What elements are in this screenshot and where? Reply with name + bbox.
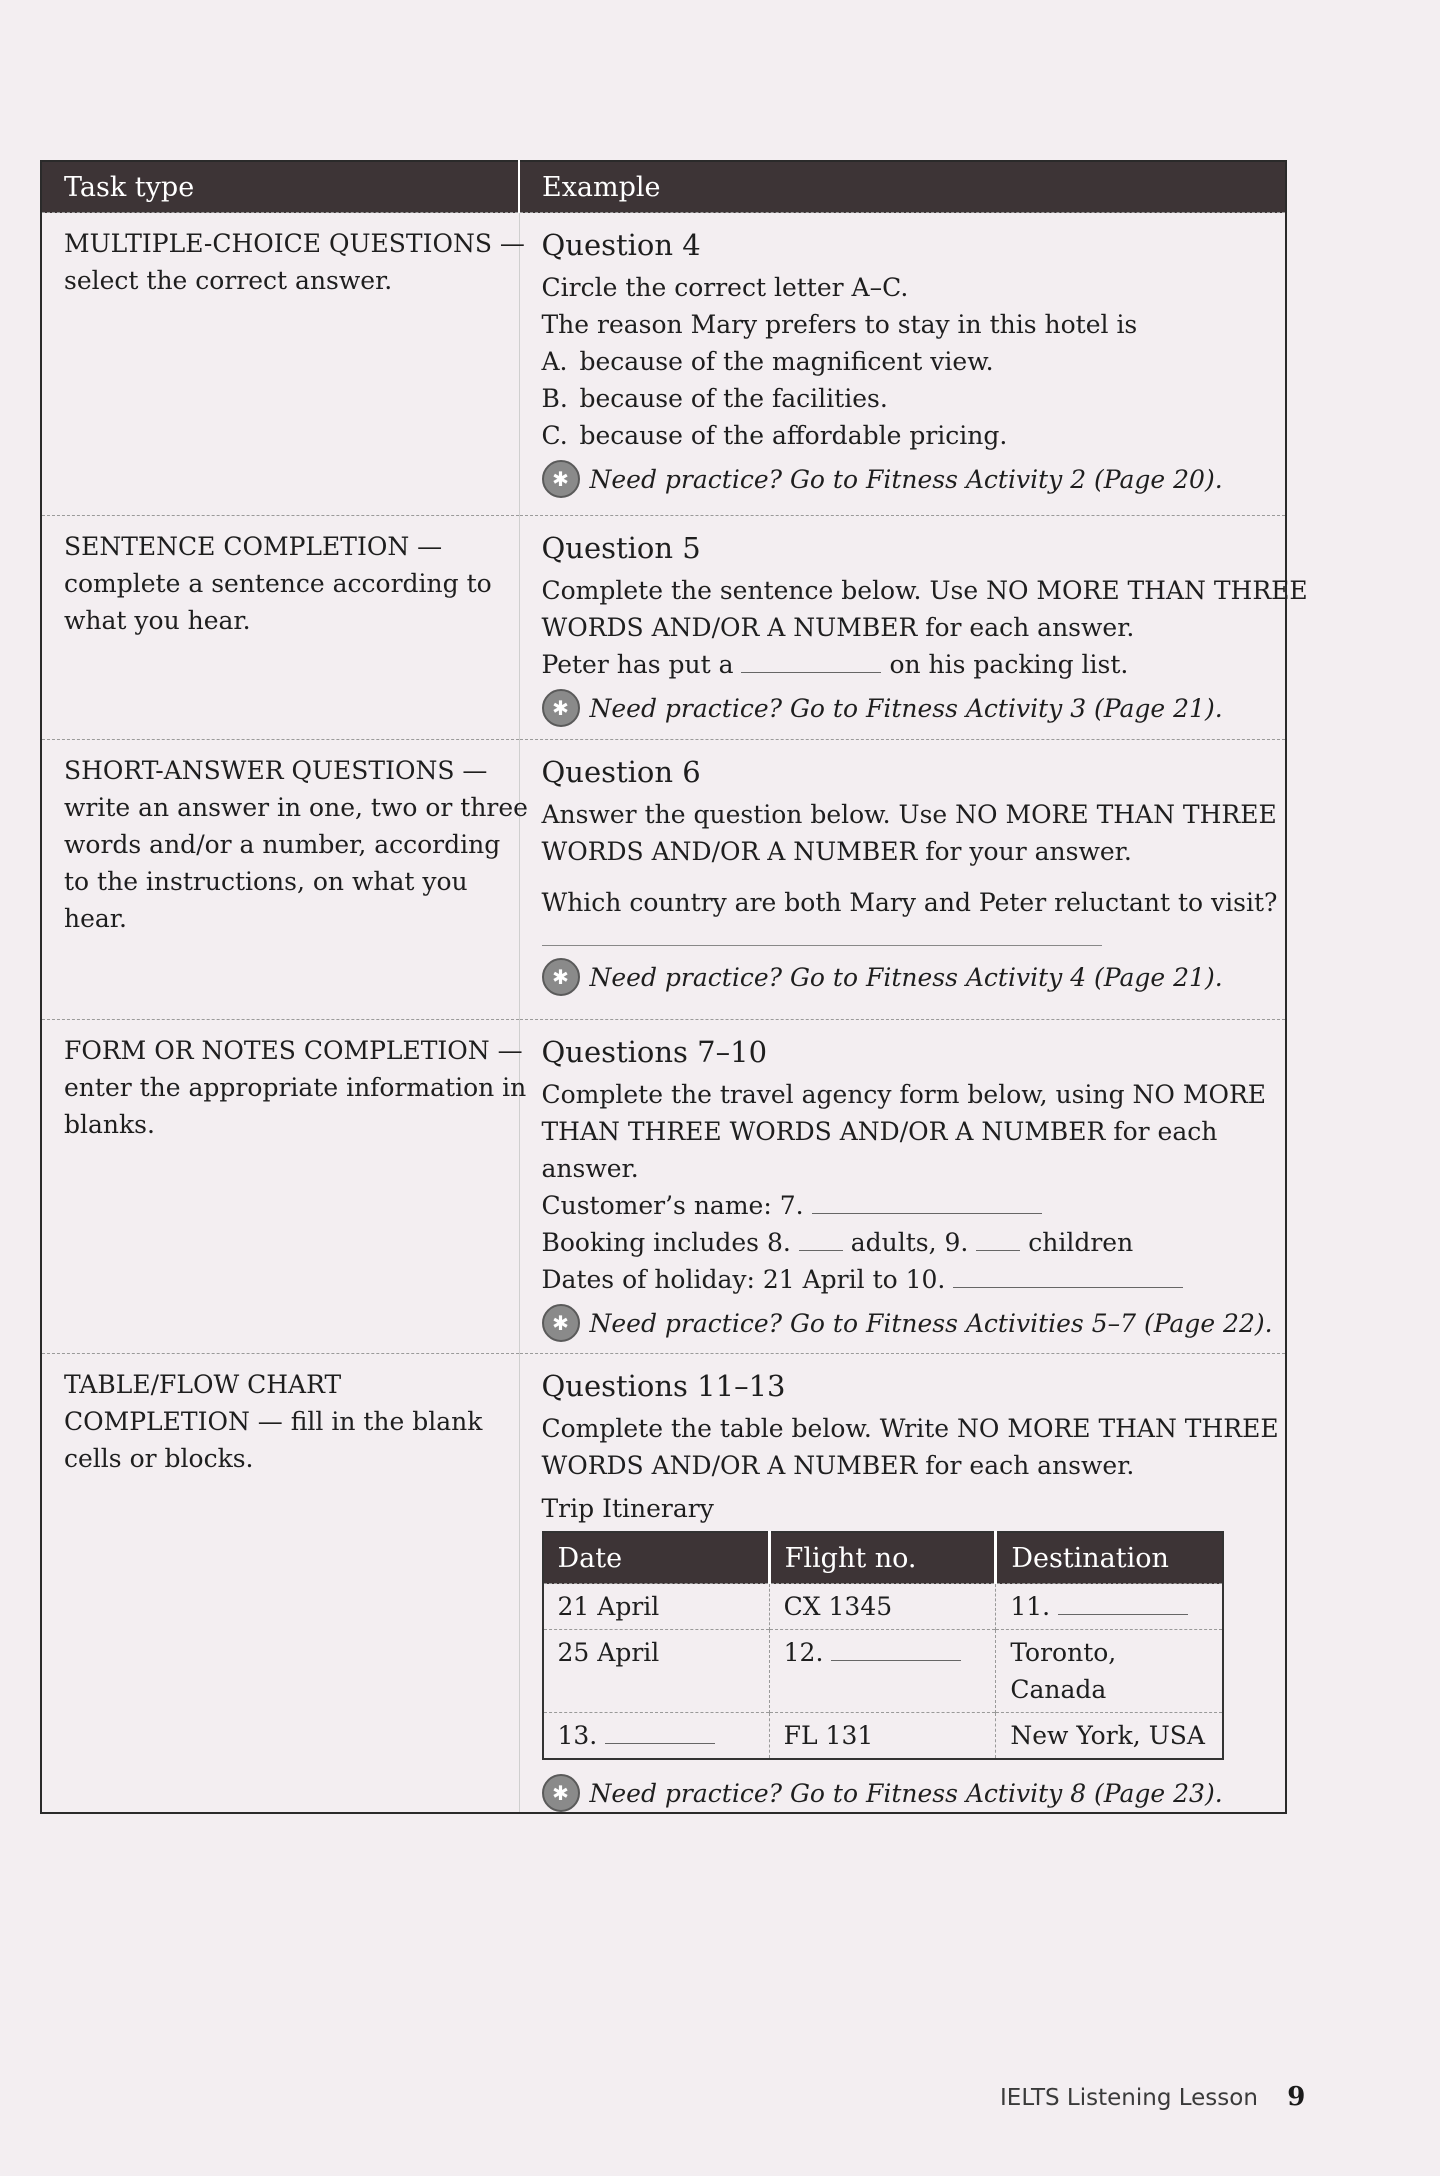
task-line: complete a sentence according to bbox=[64, 569, 492, 598]
form-dates-line bbox=[542, 1261, 1264, 1298]
answer-blank[interactable] bbox=[1058, 1592, 1188, 1615]
task-line: cells or blocks. bbox=[64, 1444, 254, 1473]
task-line: hear. bbox=[64, 904, 127, 933]
itinerary-caption: Trip Itinerary bbox=[541, 1494, 714, 1523]
option-text: because of the facilities. bbox=[579, 384, 888, 413]
question-title: Question 6 bbox=[541, 755, 701, 789]
sentence-before: Peter has put a bbox=[541, 650, 734, 679]
form-name-line bbox=[542, 1187, 1264, 1224]
itinerary-row bbox=[543, 1630, 1223, 1713]
page-number: 9 bbox=[1287, 2082, 1306, 2112]
task-line: MULTIPLE-CHOICE QUESTIONS — bbox=[64, 229, 525, 258]
practice-note bbox=[542, 1774, 1264, 1812]
form-adults-label: adults, 9. bbox=[850, 1228, 969, 1257]
runner-icon: ✱ bbox=[542, 1774, 580, 1812]
question-title: Question 5 bbox=[541, 531, 701, 565]
answer-line[interactable] bbox=[542, 929, 1102, 946]
answer-blank[interactable] bbox=[799, 1228, 843, 1251]
task-line: what you hear. bbox=[64, 606, 251, 635]
task-line: TABLE/FLOW CHART bbox=[64, 1370, 342, 1399]
form-booking-line bbox=[542, 1224, 1264, 1261]
form-booking-label: Booking includes 8. bbox=[541, 1228, 791, 1257]
example-cell bbox=[519, 740, 1286, 1020]
instruction-line: WORDS AND/OR A NUMBER for each answer. bbox=[541, 1451, 1135, 1480]
question-title: Questions 7–10 bbox=[541, 1035, 768, 1069]
footer-title: IELTS Listening Lesson bbox=[1000, 2085, 1258, 2111]
option-text: because of the affordable pricing. bbox=[579, 421, 1008, 450]
option-a[interactable] bbox=[542, 343, 1264, 380]
practice-text: Need practice? Go to Fitness Activity 2 (Page 20). bbox=[589, 464, 1223, 494]
practice-text: Need practice? Go to Fitness Activity 4 (Page 21). bbox=[589, 962, 1223, 992]
answer-blank[interactable] bbox=[831, 1638, 961, 1661]
task-line: blanks. bbox=[64, 1110, 155, 1139]
option-letter: B. bbox=[541, 384, 568, 413]
header-task-type: Task type bbox=[41, 161, 519, 213]
instruction-line: The reason Mary prefers to stay in this hotel is bbox=[541, 310, 1138, 339]
task-line: enter the appropriate information in bbox=[64, 1073, 527, 1102]
table-row bbox=[41, 740, 1286, 1020]
task-line: SENTENCE COMPLETION — bbox=[64, 532, 443, 561]
itinerary-cell: Toronto, Canada bbox=[996, 1630, 1223, 1713]
instruction-line: Complete the sentence below. Use NO MORE THAN THREE bbox=[541, 576, 1308, 605]
itinerary-answer-cell[interactable] bbox=[543, 1713, 770, 1760]
itinerary-cell: FL 131 bbox=[769, 1713, 996, 1760]
table-row bbox=[41, 516, 1286, 740]
task-line: words and/or a number, according bbox=[64, 830, 501, 859]
answer-blank[interactable] bbox=[953, 1265, 1183, 1288]
task-line: FORM OR NOTES COMPLETION — bbox=[64, 1036, 523, 1065]
header-example: Example bbox=[519, 161, 1286, 213]
itinerary-table bbox=[542, 1531, 1224, 1760]
itinerary-header-flight: Flight no. bbox=[769, 1532, 996, 1584]
itinerary-cell: 12. bbox=[783, 1638, 824, 1667]
practice-text: Need practice? Go to Fitness Activity 8 (Page 23). bbox=[589, 1778, 1223, 1808]
question-title: Questions 11–13 bbox=[541, 1369, 786, 1403]
table-row bbox=[41, 213, 1286, 516]
runner-icon: ✱ bbox=[542, 958, 580, 996]
practice-note bbox=[542, 460, 1264, 498]
question-line: Which country are both Mary and Peter reluctant to visit? bbox=[541, 888, 1278, 917]
practice-note bbox=[542, 958, 1264, 996]
itinerary-cell: 11. bbox=[1010, 1592, 1051, 1621]
question-title: Question 4 bbox=[541, 228, 701, 262]
option-text: because of the magnificent view. bbox=[579, 347, 994, 376]
practice-text: Need practice? Go to Fitness Activities 5–7 (Page 22). bbox=[589, 1308, 1273, 1338]
instruction-line: answer. bbox=[541, 1154, 639, 1183]
itinerary-cell: CX 1345 bbox=[769, 1584, 996, 1630]
itinerary-row bbox=[543, 1713, 1223, 1760]
example-cell bbox=[519, 213, 1286, 516]
instruction-line: THAN THREE WORDS AND/OR A NUMBER for each bbox=[541, 1117, 1218, 1146]
task-cell bbox=[41, 516, 519, 740]
answer-blank[interactable] bbox=[741, 650, 881, 673]
sentence-after: on his packing list. bbox=[889, 650, 1129, 679]
example-cell bbox=[519, 516, 1308, 740]
task-cell bbox=[41, 1354, 519, 1814]
instruction-line: Complete the table below. Write NO MORE THAN THREE bbox=[541, 1414, 1279, 1443]
task-line: write an answer in one, two or three bbox=[64, 793, 528, 822]
itinerary-header-date: Date bbox=[543, 1532, 770, 1584]
itinerary-answer-cell[interactable] bbox=[769, 1630, 996, 1713]
task-cell bbox=[41, 1020, 527, 1354]
example-cell bbox=[519, 1354, 1286, 1814]
task-cell bbox=[41, 740, 528, 1020]
runner-icon: ✱ bbox=[542, 689, 580, 727]
option-letter: A. bbox=[541, 347, 568, 376]
task-cell bbox=[41, 213, 525, 516]
itinerary-cell: 13. bbox=[557, 1721, 598, 1750]
instruction-line: WORDS AND/OR A NUMBER for your answer. bbox=[541, 837, 1132, 866]
itinerary-cell: 21 April bbox=[543, 1584, 770, 1630]
instruction-line: Complete the travel agency form below, using NO MORE bbox=[541, 1080, 1267, 1109]
task-type-table bbox=[40, 160, 1308, 1814]
practice-text: Need practice? Go to Fitness Activity 3 (Page 21). bbox=[589, 693, 1223, 723]
instruction-line: Answer the question below. Use NO MORE THAN THREE bbox=[541, 800, 1277, 829]
task-line: to the instructions, on what you bbox=[64, 867, 468, 896]
runner-icon: ✱ bbox=[542, 460, 580, 498]
sentence-line bbox=[542, 646, 1264, 683]
answer-blank[interactable] bbox=[605, 1721, 715, 1744]
itinerary-header-destination: Destination bbox=[996, 1532, 1223, 1584]
task-line: SHORT-ANSWER QUESTIONS — bbox=[64, 756, 488, 785]
table-row bbox=[41, 1020, 1286, 1354]
form-children-label: children bbox=[1028, 1228, 1134, 1257]
itinerary-row bbox=[543, 1584, 1223, 1630]
answer-blank[interactable] bbox=[976, 1228, 1020, 1251]
practice-note bbox=[542, 1304, 1273, 1342]
page-footer bbox=[1000, 2082, 1305, 2112]
option-letter: C. bbox=[541, 421, 568, 450]
itinerary-answer-cell[interactable] bbox=[996, 1584, 1223, 1630]
task-line: COMPLETION — fill in the blank bbox=[64, 1407, 483, 1436]
option-c[interactable] bbox=[542, 417, 1264, 454]
option-b[interactable] bbox=[542, 380, 1264, 417]
practice-note bbox=[542, 689, 1264, 727]
table-row bbox=[41, 1354, 1286, 1814]
itinerary-cell: 25 April bbox=[543, 1630, 770, 1713]
runner-icon: ✱ bbox=[542, 1304, 580, 1342]
instruction-line: WORDS AND/OR A NUMBER for each answer. bbox=[541, 613, 1135, 642]
form-name-label: Customer’s name: 7. bbox=[541, 1191, 804, 1220]
instruction-line: Circle the correct letter A–C. bbox=[541, 273, 909, 302]
example-cell bbox=[519, 1020, 1286, 1354]
answer-blank[interactable] bbox=[812, 1191, 1042, 1214]
task-line: select the correct answer. bbox=[64, 266, 393, 295]
itinerary-cell: New York, USA bbox=[996, 1713, 1223, 1760]
form-dates-label: Dates of holiday: 21 April to 10. bbox=[541, 1265, 946, 1294]
